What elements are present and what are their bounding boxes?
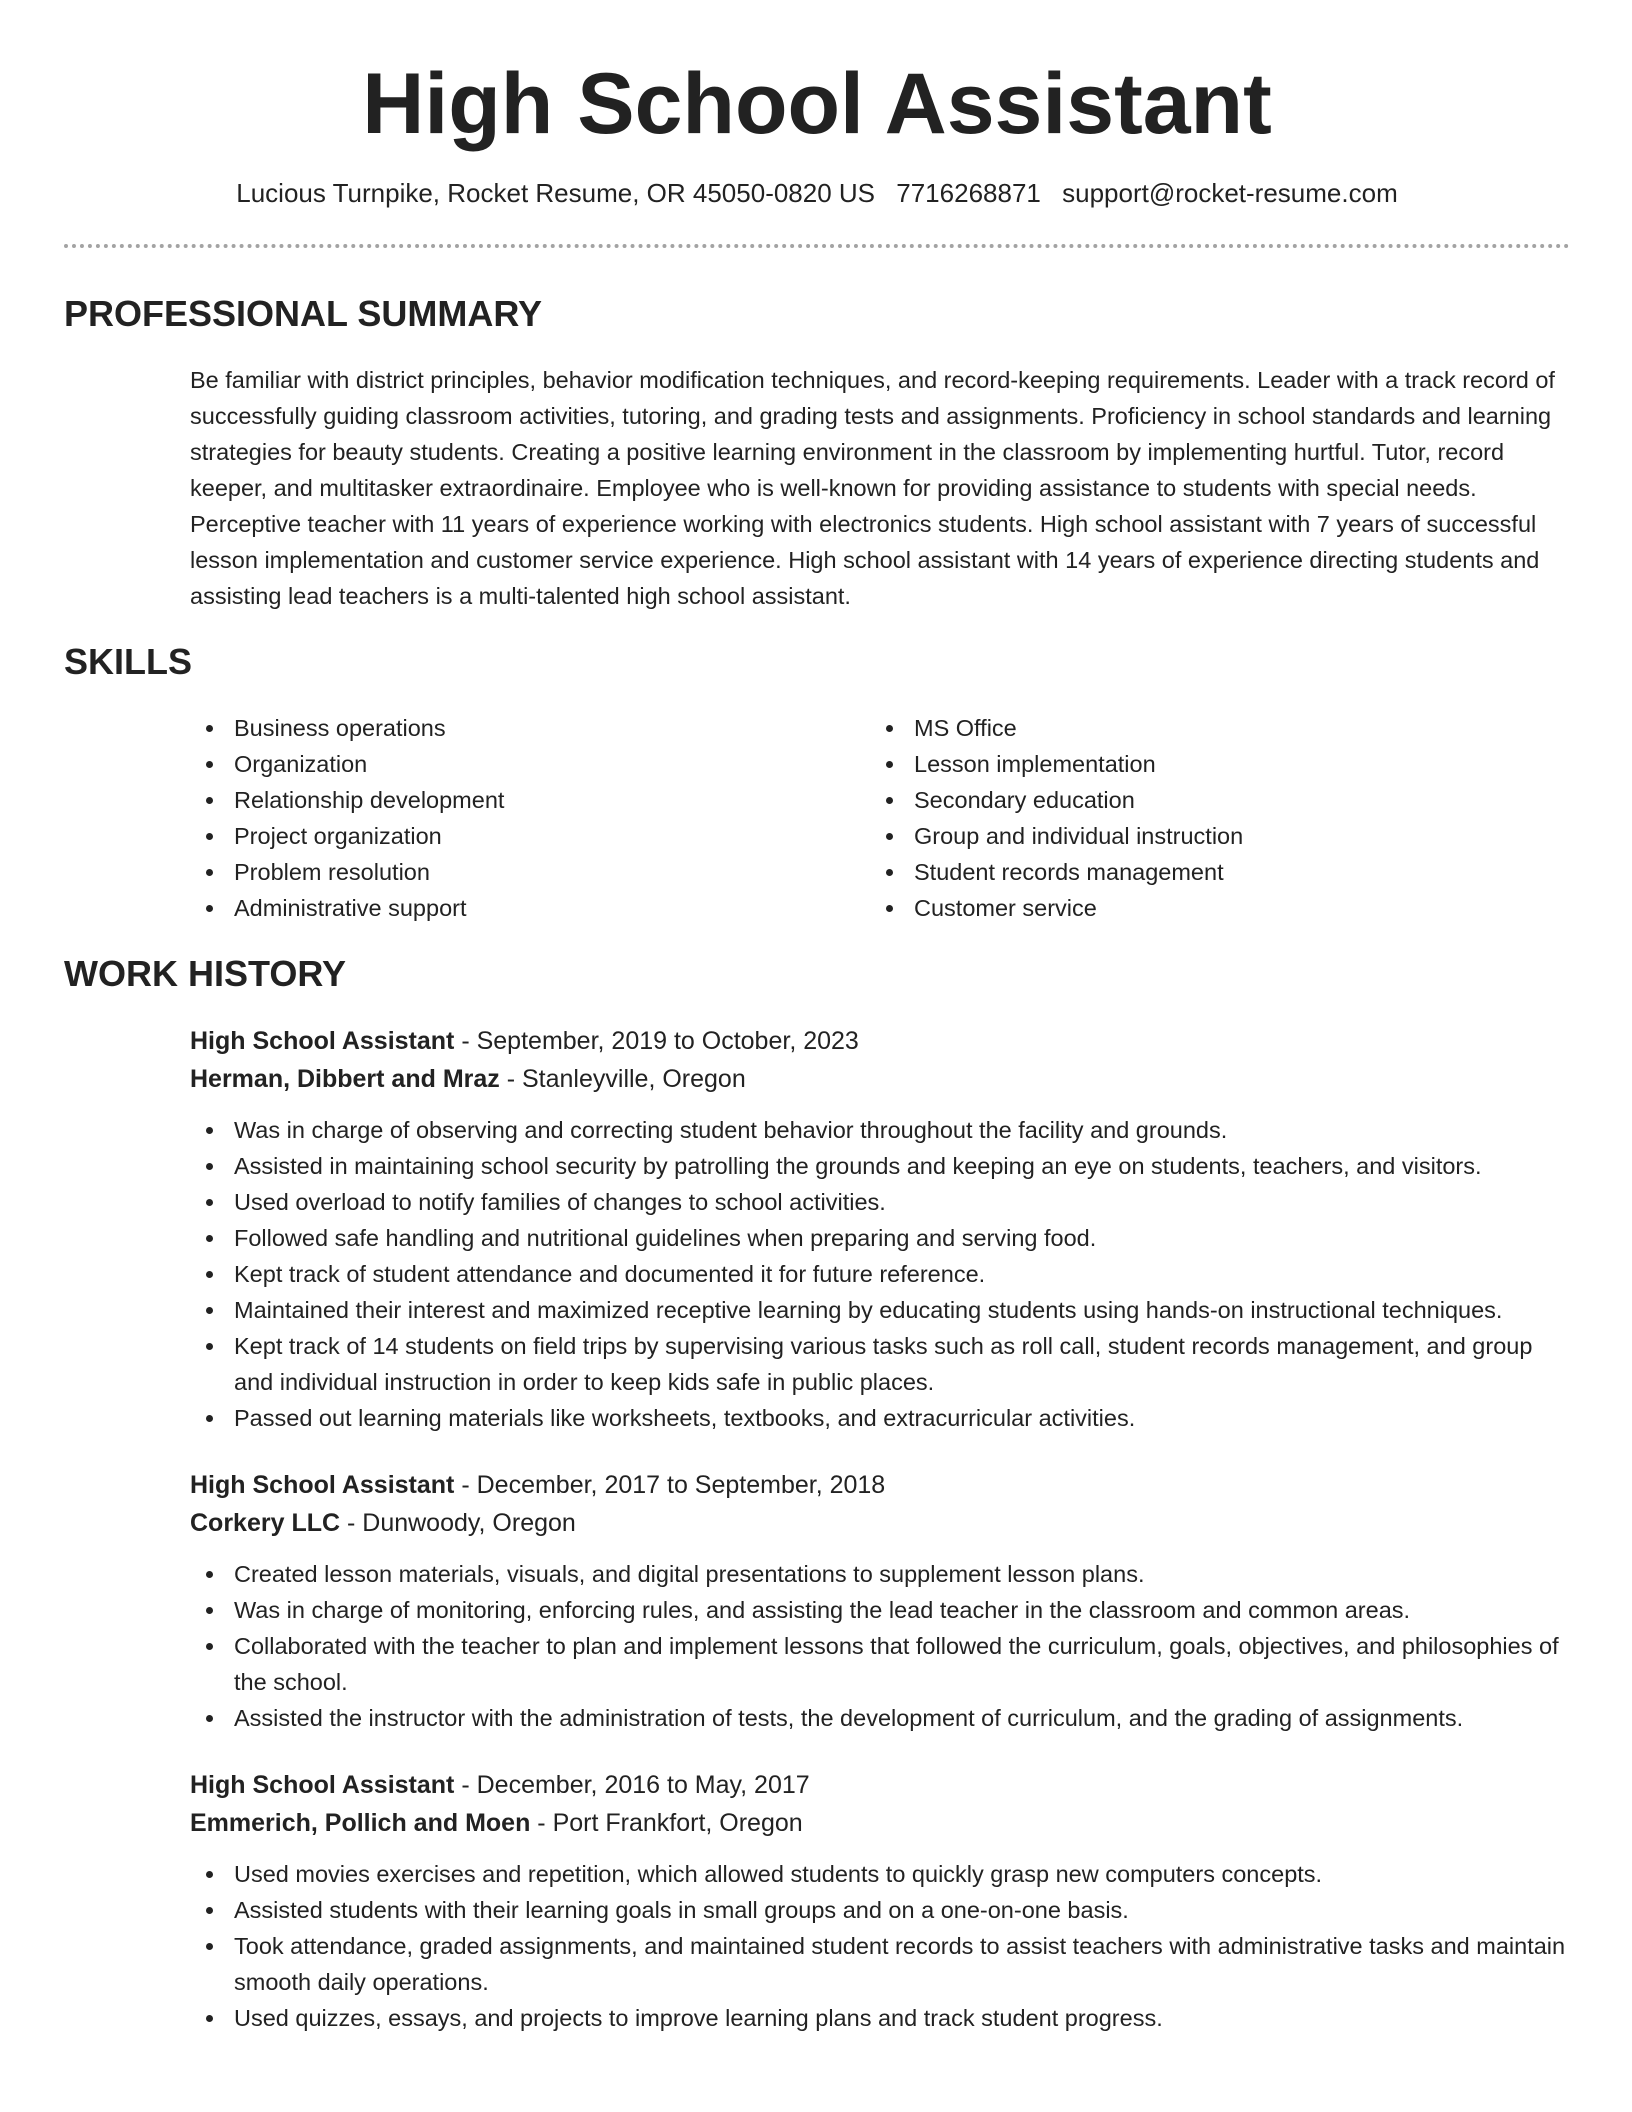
professional-summary-section [64, 292, 1570, 614]
section-title-skills: SKILLS [64, 641, 193, 682]
job-dates: - September, 2019 to October, 2023 [454, 1027, 859, 1055]
resume-page [64, 0, 1570, 2036]
duty-item: Maintained their interest and maximized receptive learning by educating students using hands-on instructional techniques. [190, 1292, 1570, 1328]
skill-item: Student records management [870, 854, 1550, 890]
job-entry [190, 1766, 1570, 2036]
job-duties [190, 1112, 1570, 1436]
job-role: High School Assistant [190, 1027, 455, 1055]
duty-item: Assisted students with their learning goals in small groups and on a one-on-one basis. [190, 1892, 1570, 1928]
job-company: Corkery LLC [190, 1509, 341, 1537]
duty-item: Followed safe handling and nutritional guidelines when preparing and serving food. [190, 1220, 1570, 1256]
summary-text: Be familiar with district principles, behavior modification techniques, and record-keeping requirements. Leader with a track record of successfully guiding classroom activities, tutoring, and grading tests and assignments. Proficiency in school standards and learning strategies for beauty students. Creating a positive learning environment in the classroom by implementing hurtful. Tutor, record keeper, and multitasker extraordinaire. Employee who is well-known for providing assistance to students with special needs. Perceptive teacher with 11 years of experience working with electronics students. High school assistant with 7 years of successful lesson implementation and customer service experience. High school assistant with 14 years of experience directing students and assisting lead teachers is a multi-talented high school assistant. [190, 367, 1555, 609]
candidate-name: High School Assistant [362, 56, 1272, 152]
duty-item: Kept track of 14 students on field trips by supervising various tasks such as roll call, student records management, and group and individual instruction in order to keep kids safe in public places. [190, 1328, 1570, 1400]
duty-item: Used quizzes, essays, and projects to improve learning plans and track student progress. [190, 2000, 1570, 2036]
work-history-section [64, 952, 1570, 2036]
job-role: High School Assistant [190, 1771, 455, 1799]
contact-phone: 7716268871 [896, 178, 1041, 208]
job-dates: - December, 2016 to May, 2017 [454, 1771, 810, 1799]
duty-item: Assisted the instructor with the administration of tests, the development of curriculum, and the grading of assignments. [190, 1700, 1570, 1736]
skills-grid [190, 710, 1570, 926]
duty-item: Was in charge of observing and correcting student behavior throughout the facility and grounds. [190, 1112, 1570, 1148]
job-company-line [190, 1060, 1570, 1098]
job-company-line [190, 1504, 1570, 1542]
skills-column-left [190, 710, 870, 926]
skill-item: Organization [190, 746, 870, 782]
duty-item: Kept track of student attendance and documented it for future reference. [190, 1256, 1570, 1292]
header-divider [64, 244, 1570, 248]
duty-item: Used overload to notify families of changes to school activities. [190, 1184, 1570, 1220]
job-dates: - December, 2017 to September, 2018 [454, 1471, 886, 1499]
job-entry [190, 1466, 1570, 1736]
job-role: High School Assistant [190, 1471, 455, 1499]
skill-item: MS Office [870, 710, 1550, 746]
section-title-summary: PROFESSIONAL SUMMARY [64, 293, 543, 334]
duty-item: Used movies exercises and repetition, which allowed students to quickly grasp new computers concepts. [190, 1856, 1570, 1892]
skill-item: Secondary education [870, 782, 1550, 818]
job-duties [190, 1856, 1570, 2036]
job-location: - Stanleyville, Oregon [499, 1065, 746, 1093]
job-company: Herman, Dibbert and Mraz [190, 1065, 500, 1093]
skill-item: Business operations [190, 710, 870, 746]
skill-item: Problem resolution [190, 854, 870, 890]
contact-email: support@rocket-resume.com [1062, 178, 1398, 208]
section-title-work: WORK HISTORY [64, 953, 347, 994]
duty-item: Took attendance, graded assignments, and maintained student records to assist teachers with administrative tasks and maintain smooth daily operations. [190, 1928, 1570, 2000]
job-location: - Port Frankfort, Oregon [530, 1809, 803, 1837]
job-company-line [190, 1804, 1570, 1842]
skill-item: Customer service [870, 890, 1550, 926]
skill-item: Lesson implementation [870, 746, 1550, 782]
duty-item: Collaborated with the teacher to plan and implement lessons that followed the curriculum, goals, objectives, and philosophies of the school. [190, 1628, 1570, 1700]
duty-item: Assisted in maintaining school security by patrolling the grounds and keeping an eye on students, teachers, and visitors. [190, 1148, 1570, 1184]
job-entry [190, 1022, 1570, 1436]
duty-item: Was in charge of monitoring, enforcing rules, and assisting the lead teacher in the classroom and common areas. [190, 1592, 1570, 1628]
resume-header [64, 56, 1570, 248]
skill-item: Administrative support [190, 890, 870, 926]
job-title-line [190, 1022, 1570, 1060]
job-duties [190, 1556, 1570, 1736]
job-location: - Dunwoody, Oregon [340, 1509, 576, 1537]
skill-item: Project organization [190, 818, 870, 854]
skill-item: Group and individual instruction [870, 818, 1550, 854]
job-title-line [190, 1466, 1570, 1504]
duty-item: Passed out learning materials like worksheets, textbooks, and extracurricular activities. [190, 1400, 1570, 1436]
skill-item: Relationship development [190, 782, 870, 818]
job-title-line [190, 1766, 1570, 1804]
skills-section [64, 640, 1570, 926]
contact-line [64, 176, 1570, 210]
skills-column-right [870, 710, 1550, 926]
duty-item: Created lesson materials, visuals, and digital presentations to supplement lesson plans. [190, 1556, 1570, 1592]
contact-address: Lucious Turnpike, Rocket Resume, OR 45050-0820 US [236, 178, 876, 208]
job-company: Emmerich, Pollich and Moen [190, 1809, 531, 1837]
